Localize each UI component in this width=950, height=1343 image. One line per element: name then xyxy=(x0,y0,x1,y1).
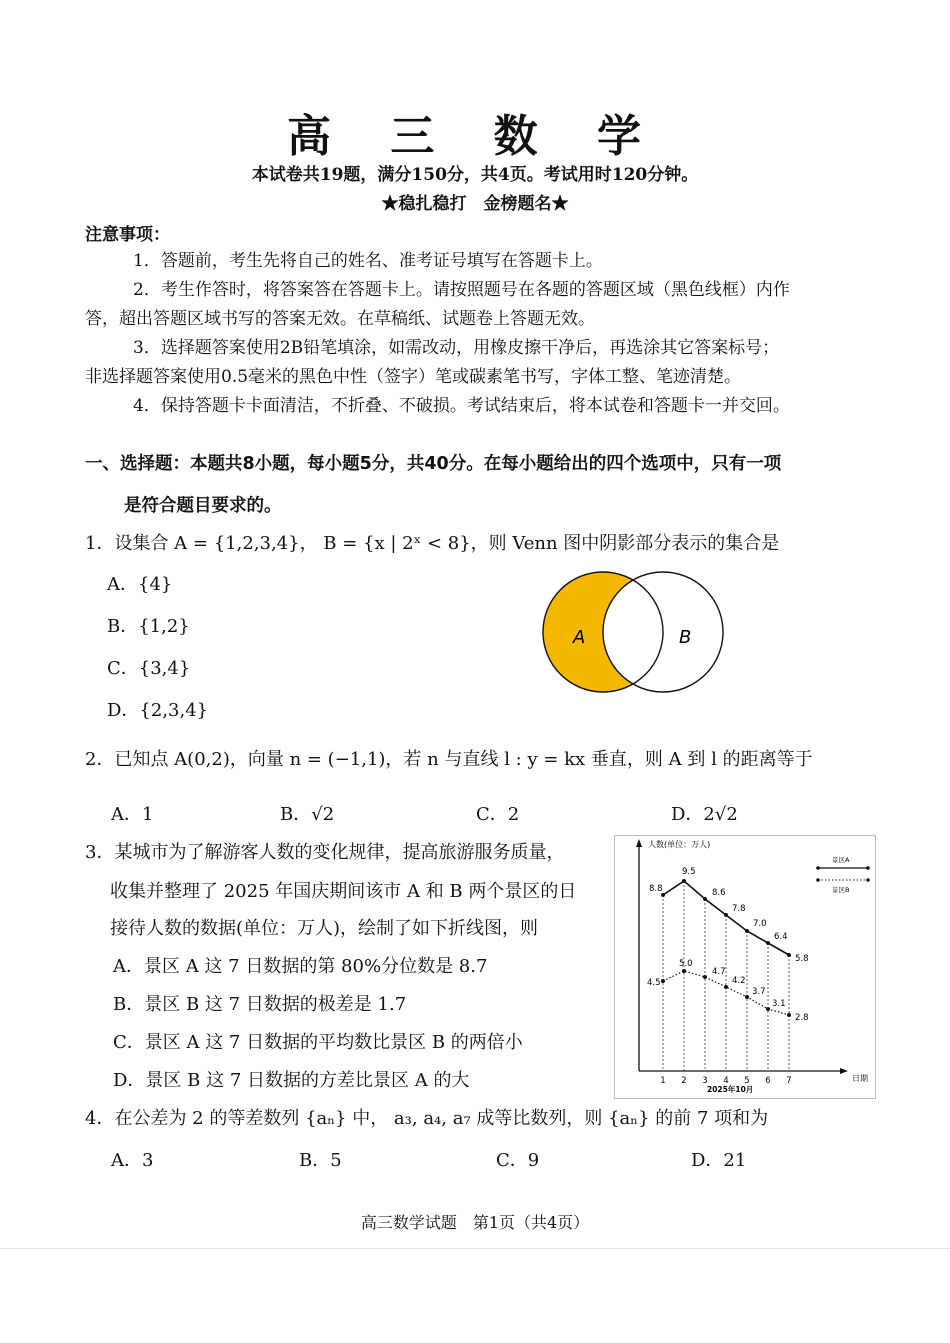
legend-marker-b-left xyxy=(816,878,820,882)
x-tick-label: 3 xyxy=(702,1076,708,1086)
q4-option-b: B．5 xyxy=(299,1150,342,1171)
notice-line-2: 2．考生作答时，将答案答在答题卡上。请按照题号在各题的答题区域（黑色线框）内作 xyxy=(133,280,790,300)
data-label: 5.0 xyxy=(679,959,693,969)
page-title: 高 三 数 学 xyxy=(287,111,663,162)
question-3-stem-1: 3．某城市为了解游客人数的变化规律，提高旅游服务质量， xyxy=(85,842,565,863)
x-axis-label: 日期 xyxy=(852,1074,868,1083)
data-point xyxy=(745,929,749,933)
venn-label-a: A xyxy=(573,627,586,648)
notice-line-6: 4．保持答题卡卡面清洁，不折叠、不破损。考试结束后，将本试卷和答题卡一并交回。 xyxy=(133,396,790,416)
q3-option-a: A．景区 A 这 7 日数据的第 80%分位数是 8.7 xyxy=(113,956,488,977)
chart-legend xyxy=(816,855,870,894)
data-label: 9.5 xyxy=(682,867,696,877)
q1-option-d: D．{2,3,4} xyxy=(107,700,209,721)
q3-option-d: D．景区 B 这 7 日数据的方差比景区 A 的大 xyxy=(113,1070,470,1091)
data-label: 8.6 xyxy=(712,888,726,898)
data-label: 8.8 xyxy=(649,884,663,894)
data-point xyxy=(682,969,686,973)
chart-series xyxy=(647,867,809,1023)
q2-option-a: A．1 xyxy=(111,804,154,825)
data-label: 7.0 xyxy=(753,919,767,929)
data-label: 5.8 xyxy=(795,954,809,964)
x-tick-labels xyxy=(660,1076,791,1086)
x-tick-label: 4 xyxy=(723,1076,729,1086)
data-point xyxy=(724,985,728,989)
data-point xyxy=(745,995,749,999)
q4-option-d: D．21 xyxy=(691,1150,747,1171)
x-tick-label: 5 xyxy=(744,1076,750,1086)
y-axis-arrow xyxy=(636,839,642,847)
data-point xyxy=(787,1013,791,1017)
legend-label-b: 景区B xyxy=(832,886,850,894)
notice-line-5: 非选择题答案使用0.5毫米的黑色中性（签字）笔或碳素笔书写，字体工整、笔迹清楚。 xyxy=(85,367,742,387)
data-point xyxy=(661,979,665,983)
data-point xyxy=(703,975,707,979)
notice-line-3: 答，超出答题区域书写的答案无效。在草稿纸、试题卷上答题无效。 xyxy=(85,309,595,329)
x-tick-label: 1 xyxy=(660,1076,666,1086)
data-label: 3.7 xyxy=(752,987,766,997)
data-label: 3.1 xyxy=(772,999,786,1009)
notice-line-1: 1．答题前，考生先将自己的姓名、准考证号填写在答题卡上。 xyxy=(133,251,603,271)
x-axis-sublabel: 2025年10月 xyxy=(707,1085,754,1094)
q4-option-a: A．3 xyxy=(111,1150,154,1171)
exam-info: 本试卷共19题，满分150分，共4页。考试用时120分钟。 xyxy=(251,165,699,185)
q1-option-c: C．{3,4} xyxy=(107,658,191,679)
x-tick-label: 2 xyxy=(681,1076,687,1086)
q4-option-c: C．9 xyxy=(496,1150,540,1171)
data-point xyxy=(787,953,791,957)
q3-option-c: C．景区 A 这 7 日数据的平均数比景区 B 的两倍小 xyxy=(113,1032,523,1053)
section-heading: 一、选择题：本题共8小题，每小题5分，共40分。在每小题给出的四个选项中，只有一项 xyxy=(85,454,782,474)
page-bottom-divider xyxy=(0,1248,950,1249)
section-heading-cont: 是符合题目要求的。 xyxy=(124,496,282,516)
legend-marker-a-left xyxy=(816,866,820,870)
y-axis-label: 人数(单位：万人) xyxy=(648,840,711,849)
x-tick-label: 7 xyxy=(786,1076,792,1086)
venn-diagram xyxy=(535,565,735,700)
x-axis-arrow xyxy=(840,1068,848,1074)
q1-option-b: B．{1,2} xyxy=(107,616,190,637)
data-label: 2.8 xyxy=(795,1013,809,1023)
x-tick-label: 6 xyxy=(765,1076,771,1086)
chart-guides xyxy=(663,881,789,1071)
question-2-stem: 2．已知点 A(0,2)，向量 n = (−1,1)，若 n 与直线 l : y = kx 垂直，则 A 到 l 的距离等于 xyxy=(85,749,813,770)
data-label: 4.7 xyxy=(712,967,726,977)
question-4-stem: 4．在公差为 2 的等差数列 {aₙ} 中， a₃, a₄, a₇ 成等比数列，则 {aₙ} 的前 7 项和为 xyxy=(85,1108,769,1129)
page-footer: 高三数学试题 第1页（共4页） xyxy=(360,1213,590,1232)
data-point xyxy=(766,1007,770,1011)
q2-option-b: B．√2 xyxy=(280,804,335,825)
q2-option-c: C．2 xyxy=(476,804,520,825)
venn-label-b: B xyxy=(679,627,692,648)
notice-line-4: 3．选择题答案使用2B铅笔填涂，如需改动，用橡皮擦干净后，再选涂其它答案标号； xyxy=(133,338,780,358)
q1-option-a: A．{4} xyxy=(107,574,173,595)
q2-option-d: D．2√2 xyxy=(671,804,738,825)
data-label: 4.2 xyxy=(732,976,746,986)
data-label: 6.4 xyxy=(774,932,788,942)
question-3-stem-3: 接待人数的数据(单位：万人)，绘制了如下折线图，则 xyxy=(110,918,539,939)
tourist-line-chart xyxy=(614,835,876,1099)
slogan: ★稳扎稳打 金榜题名★ xyxy=(381,194,569,214)
legend-marker-b-right xyxy=(866,878,870,882)
data-point xyxy=(703,897,707,901)
data-point xyxy=(682,879,686,883)
chart-frame xyxy=(615,836,876,1099)
data-label: 4.5 xyxy=(647,978,661,988)
q3-option-b: B．景区 B 这 7 日数据的极差是 1.7 xyxy=(113,994,407,1015)
question-3-stem-2: 收集并整理了 2025 年国庆期间该市 A 和 B 两个景区的日 xyxy=(110,881,577,902)
question-1-stem: 1．设集合 A = {1,2,3,4}， B = {x | 2ˣ < 8}，则 Venn 图中阴影部分表示的集合是 xyxy=(85,533,780,554)
data-point xyxy=(724,913,728,917)
data-label: 7.8 xyxy=(732,904,746,914)
data-point xyxy=(766,941,770,945)
legend-label-a: 景区A xyxy=(832,856,850,864)
legend-marker-a-right xyxy=(866,866,870,870)
notice-heading: 注意事项： xyxy=(85,225,170,245)
